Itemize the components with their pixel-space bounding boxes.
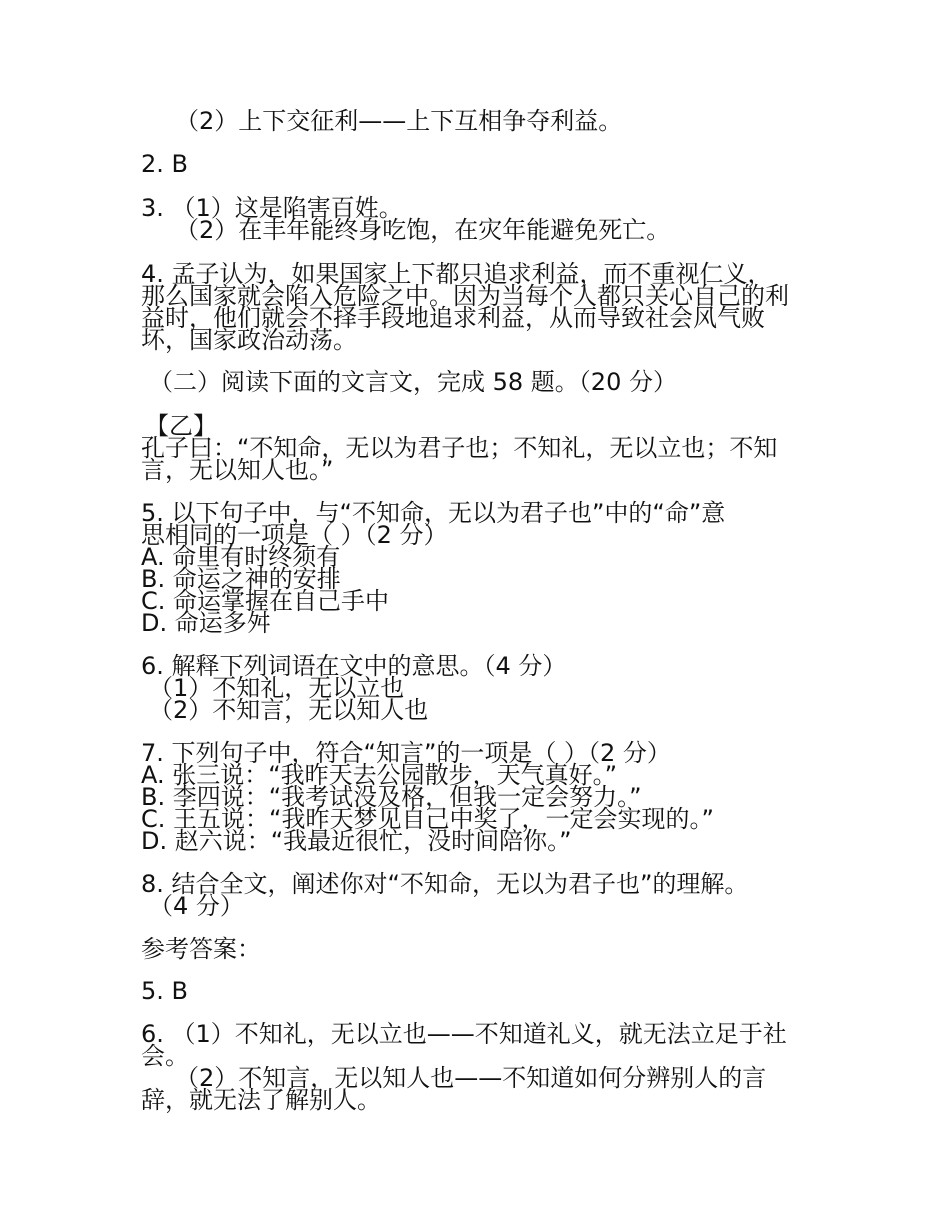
passage-label: 【乙】 — [145, 412, 217, 440]
answer-5: 5. B — [141, 977, 188, 1005]
question-7-option-b: B. 李四说：“我考试没及格，但我一定会努力。” — [141, 783, 642, 811]
question-5-option-b: B. 命运之神的安排 — [141, 565, 341, 593]
answer-6-1-line-2: 会。 — [141, 1042, 189, 1070]
answer-2-2: （2）上下交征利——上下互相争夺利益。 — [175, 107, 623, 135]
question-6: 6. 解释下列词语在文中的意思。（4 分） — [141, 652, 567, 680]
answer-4-line-3: 益时，他们就会不择手段地追求利益，从而导致社会风气败 — [141, 304, 765, 332]
question-7: 7. 下列句子中，符合“知言”的一项是（ ）（2 分） — [141, 739, 671, 767]
question-5-option-a: A. 命里有时终须有 — [141, 543, 341, 571]
answer-3-1: 3. （1）这是陷害百姓。 — [141, 194, 403, 222]
question-6-item-1: （1）不知礼，无以立也 — [149, 674, 405, 702]
question-5-line-1: 5. 以下句子中，与“不知命，无以为君子也”中的“命”意 — [141, 499, 726, 527]
answer-4-line-1: 4. 孟子认为，如果国家上下都只追求利益，而不重视仁义， — [141, 260, 772, 288]
question-5-option-c: C. 命运掌握在自己手中 — [141, 587, 390, 615]
question-7-option-d: D. 赵六说：“我最近很忙，没时间陪你。” — [141, 827, 572, 855]
question-5-line-2: 思相同的一项是（ ）（2 分） — [141, 521, 448, 549]
answer-6-2-line-1: （2）不知言，无以知人也——不知道如何分辨别人的言 — [175, 1064, 767, 1092]
answer-3-2: （2）在丰年能终身吃饱，在灾年能避免死亡。 — [175, 216, 671, 244]
passage-line-1: 孔子曰：“不知命，无以为君子也；不知礼，无以立也；不知 — [141, 434, 778, 462]
answer-2: 2. B — [141, 150, 188, 178]
answer-6-1-line-1: 6. （1）不知礼，无以立也——不知道礼义，就无法立足于社 — [141, 1020, 787, 1048]
passage-line-2: 言，无以知人也。” — [141, 456, 334, 484]
question-7-option-c: C. 王五说：“我昨天梦见自己中奖了，一定会实现的。” — [141, 805, 714, 833]
answer-4-line-2: 那么国家就会陷入危险之中。因为当每个人都只关心自己的利 — [141, 282, 789, 310]
answer-6-2-line-2: 辞，就无法了解别人。 — [141, 1086, 381, 1114]
question-6-item-2: （2）不知言，无以知人也 — [149, 696, 429, 724]
question-8-line-2: （4 分） — [149, 892, 244, 920]
question-7-option-a: A. 张三说：“我昨天去公园散步，天气真好。” — [141, 761, 618, 789]
section-heading: （二）阅读下面的文言文，完成 58 题。（20 分） — [149, 368, 677, 396]
answer-4-line-4: 坏，国家政治动荡。 — [141, 326, 357, 354]
question-8-line-1: 8. 结合全文，阐述你对“不知命，无以为君子也”的理解。 — [141, 870, 749, 898]
question-5-option-d: D. 命运多舛 — [141, 609, 271, 637]
reference-answers-heading: 参考答案： — [141, 935, 261, 963]
